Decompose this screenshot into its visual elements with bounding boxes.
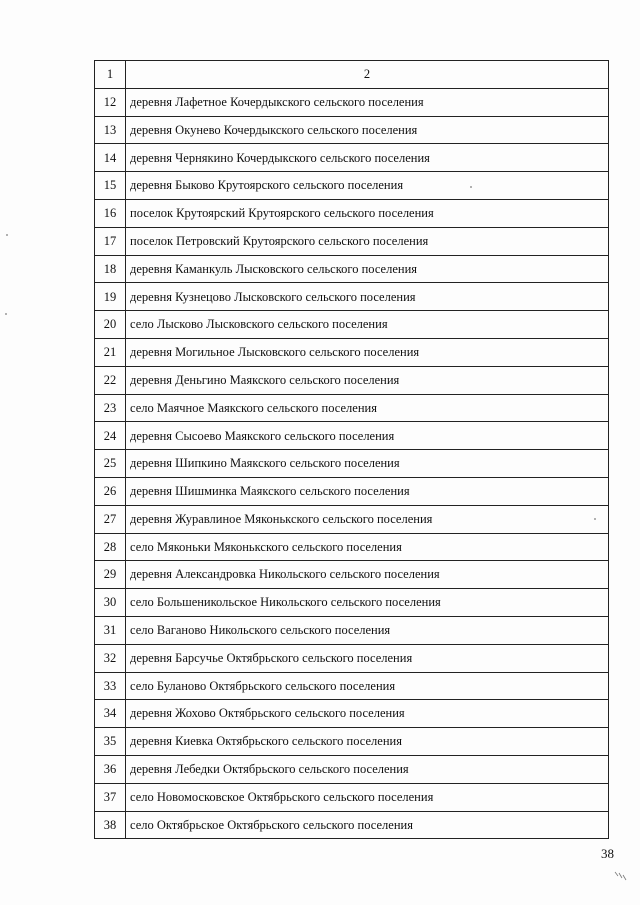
scan-artifact-marks: [614, 870, 628, 882]
settlement-name-cell: деревня Деньгино Маякского сельского поселения: [126, 366, 609, 394]
settlement-name-cell: село Октябрьское Октябрьского сельского поселения: [126, 811, 609, 839]
table-row: [95, 144, 609, 172]
row-number-cell: 28: [95, 533, 126, 561]
settlement-name-cell: деревня Шишминка Маякского сельского поселения: [126, 477, 609, 505]
row-number-cell: 21: [95, 338, 126, 366]
settlement-name-cell: деревня Барсучье Октябрьского сельского поселения: [126, 644, 609, 672]
settlement-name-cell: деревня Шипкино Маякского сельского поселения: [126, 450, 609, 478]
header-col-number: 1: [95, 61, 126, 89]
row-number-cell: 34: [95, 700, 126, 728]
settlement-name-cell: село Новомосковское Октябрьского сельского поселения: [126, 783, 609, 811]
row-number-cell: 33: [95, 672, 126, 700]
settlements-table: [94, 60, 609, 839]
row-number-cell: 24: [95, 422, 126, 450]
table-row: [95, 366, 609, 394]
row-number-cell: 23: [95, 394, 126, 422]
scan-speck: [594, 518, 596, 520]
table-row: [95, 88, 609, 116]
table-row: [95, 477, 609, 505]
scan-speck: [5, 313, 7, 315]
table-row: [95, 616, 609, 644]
settlement-name-cell: село Мяконьки Мяконькского сельского поселения: [126, 533, 609, 561]
scan-speck: [470, 186, 472, 188]
table-row: [95, 227, 609, 255]
row-number-cell: 37: [95, 783, 126, 811]
settlement-name-cell: деревня Сысоево Маякского сельского поселения: [126, 422, 609, 450]
settlement-name-cell: село Маячное Маякского сельского поселения: [126, 394, 609, 422]
table-row: [95, 533, 609, 561]
table-row: [95, 255, 609, 283]
settlement-name-cell: деревня Александровка Никольского сельского поселения: [126, 561, 609, 589]
row-number-cell: 22: [95, 366, 126, 394]
table-row: [95, 338, 609, 366]
row-number-cell: 35: [95, 728, 126, 756]
row-number-cell: 25: [95, 450, 126, 478]
table-row: [95, 589, 609, 617]
row-number-cell: 26: [95, 477, 126, 505]
settlement-name-cell: поселок Петровский Крутоярского сельского поселения: [126, 227, 609, 255]
table-row: [95, 422, 609, 450]
row-number-cell: 14: [95, 144, 126, 172]
settlement-name-cell: деревня Могильное Лысковского сельского поселения: [126, 338, 609, 366]
page-number: 38: [601, 846, 614, 861]
row-number-cell: 29: [95, 561, 126, 589]
header-col-name: 2: [126, 61, 609, 89]
row-number-cell: 13: [95, 116, 126, 144]
row-number-cell: 19: [95, 283, 126, 311]
table-row: [95, 172, 609, 200]
table-header-row: [95, 61, 609, 89]
scan-speck: [6, 234, 8, 236]
row-number-cell: 38: [95, 811, 126, 839]
row-number-cell: 17: [95, 227, 126, 255]
settlement-name-cell: деревня Окунево Кочердыкского сельского поселения: [126, 116, 609, 144]
settlement-name-cell: село Большеникольское Никольского сельского поселения: [126, 589, 609, 617]
settlement-name-cell: деревня Чернякино Кочердыкского сельского поселения: [126, 144, 609, 172]
settlement-name-cell: деревня Каманкуль Лысковского сельского поселения: [126, 255, 609, 283]
settlement-name-cell: село Буланово Октябрьского сельского поселения: [126, 672, 609, 700]
row-number-cell: 12: [95, 88, 126, 116]
table-row: [95, 672, 609, 700]
row-number-cell: 15: [95, 172, 126, 200]
settlement-name-cell: деревня Лафетное Кочердыкского сельского поселения: [126, 88, 609, 116]
row-number-cell: 16: [95, 199, 126, 227]
settlement-name-cell: село Ваганово Никольского сельского поселения: [126, 616, 609, 644]
settlement-name-cell: деревня Журавлиное Мяконькского сельского поселения: [126, 505, 609, 533]
settlement-name-cell: деревня Киевка Октябрьского сельского поселения: [126, 728, 609, 756]
table-row: [95, 116, 609, 144]
settlement-name-cell: поселок Крутоярский Крутоярского сельского поселения: [126, 199, 609, 227]
table-row: [95, 311, 609, 339]
settlement-name-cell: деревня Жохово Октябрьского сельского поселения: [126, 700, 609, 728]
table-row: [95, 644, 609, 672]
table-row: [95, 283, 609, 311]
table-row: [95, 505, 609, 533]
table-row: [95, 811, 609, 839]
table-row: [95, 700, 609, 728]
table-row: [95, 728, 609, 756]
row-number-cell: 20: [95, 311, 126, 339]
table-row: [95, 394, 609, 422]
table-row: [95, 755, 609, 783]
row-number-cell: 32: [95, 644, 126, 672]
settlement-name-cell: деревня Быково Крутоярского сельского поселения: [126, 172, 609, 200]
settlement-name-cell: деревня Лебедки Октябрьского сельского поселения: [126, 755, 609, 783]
table-row: [95, 450, 609, 478]
table-row: [95, 783, 609, 811]
settlement-name-cell: деревня Кузнецово Лысковского сельского поселения: [126, 283, 609, 311]
table-row: [95, 199, 609, 227]
settlement-name-cell: село Лысково Лысковского сельского поселения: [126, 311, 609, 339]
row-number-cell: 30: [95, 589, 126, 617]
row-number-cell: 36: [95, 755, 126, 783]
row-number-cell: 27: [95, 505, 126, 533]
row-number-cell: 31: [95, 616, 126, 644]
row-number-cell: 18: [95, 255, 126, 283]
table-row: [95, 561, 609, 589]
